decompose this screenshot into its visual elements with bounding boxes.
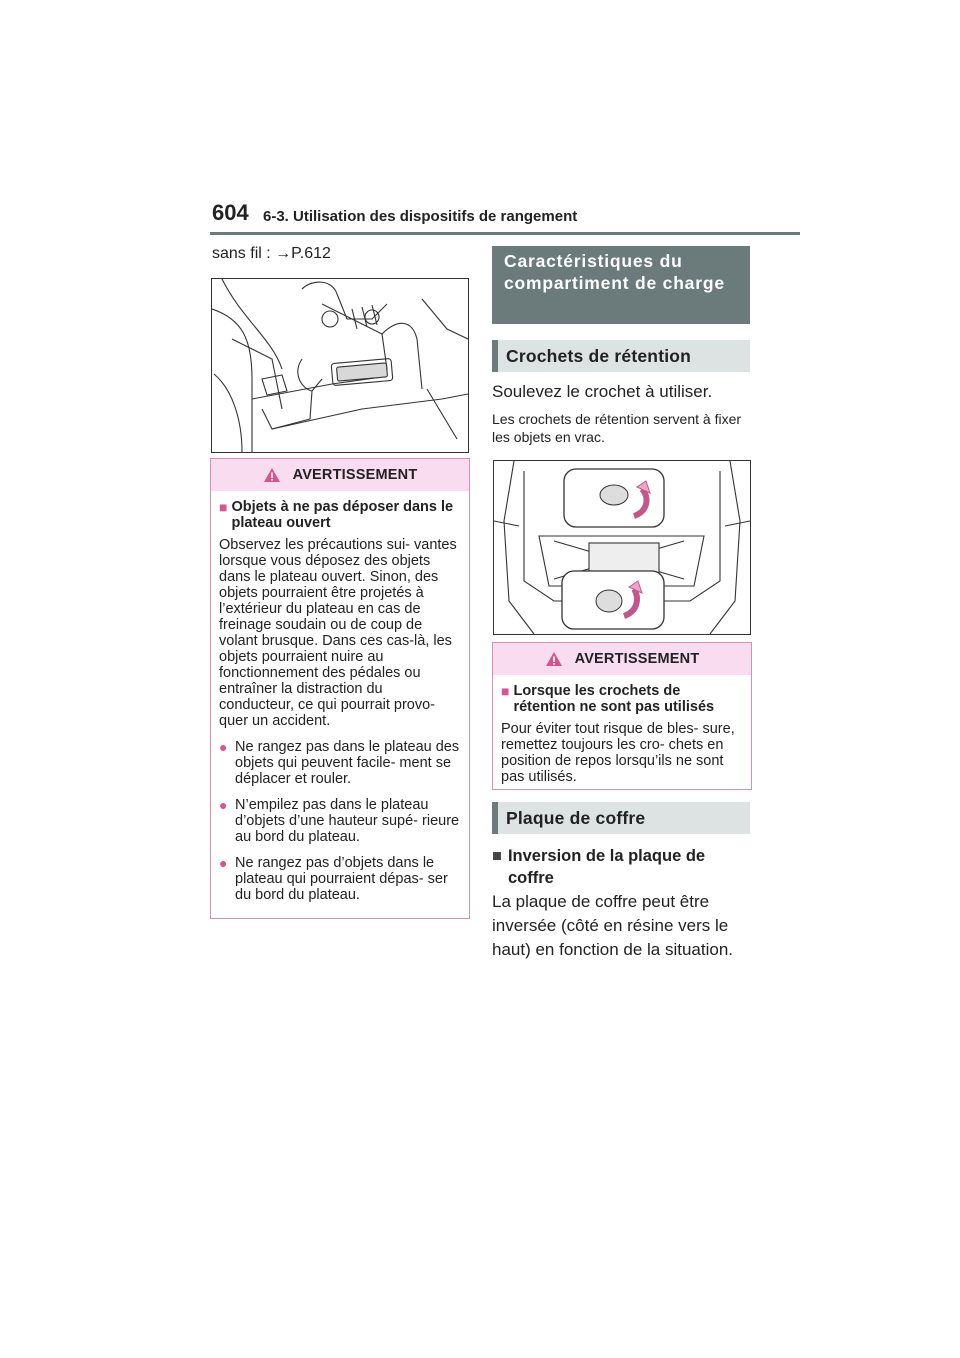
warning-item	[501, 683, 743, 715]
header-rule	[210, 232, 800, 235]
warning-bullet	[219, 855, 461, 903]
square-bullet-icon: ■	[219, 499, 228, 515]
bullet-text: N’empilez pas dans le plateau d’objets d’une hauteur supé- rieure au bord du plateau.	[235, 797, 460, 845]
warning-header	[211, 459, 469, 491]
trunk-plate-text: La plaque de coffre peut être inversée (côté en résine vers le haut) en fonction de la situation.	[492, 892, 733, 959]
warning-item-title: Objets à ne pas déposer dans le plateau ouvert	[231, 499, 454, 531]
warning-title: AVERTISSEMENT	[292, 467, 418, 483]
note-text: Les crochets de rétention servent à fixer les objets en vrac.	[492, 411, 742, 445]
warning-item-title: Lorsque les crochets de rétention ne sont pas utilisés	[513, 683, 715, 715]
warning-body	[493, 675, 751, 793]
cargo-hooks-drawing	[494, 461, 750, 634]
instruction-text: Soulevez le crochet à utiliser.	[492, 382, 713, 401]
procedure-heading	[492, 845, 750, 889]
section-title: Caractéristiques du compartiment de charge	[492, 246, 750, 324]
procedure-heading-text: Inversion de la plaque de coffre	[507, 847, 706, 887]
chapter-title: 6-3. Utilisation des dispositifs de rangement	[263, 208, 578, 225]
warning-bullet	[219, 797, 461, 845]
warning-paragraph: Observez les précautions sui- vantes lorsque vous déposez des objets dans le plateau ouvert. Sinon, des objets pourraient être projetés à l’extérieur du plateau en cas de freinage soudain ou de coup de volant brusque. Dans ces cas-là, les objets pourraient nuire au fonctionnement des pédales ou entraîner la distraction du conducteur, ce qui pourrait provo- quer un accident.	[219, 537, 457, 729]
warning-paragraph: Pour éviter tout risque de bles- sure, remettez toujours les cro- chets en position de repos lorsqu’ils ne sont pas utilisés.	[501, 721, 735, 785]
console-tray-drawing	[212, 279, 468, 452]
bullet-text: Ne rangez pas dans le plateau des objets qui peuvent facile- ment se déplacer et rouler.	[235, 739, 460, 787]
warning-triangle-icon	[263, 467, 281, 483]
circle-bullet-icon: ●	[219, 797, 228, 813]
subsection-retention-hooks: Crochets de rétention	[492, 340, 750, 372]
warning-title: AVERTISSEMENT	[574, 651, 700, 667]
warning-box-tray	[210, 458, 470, 919]
warning-box-hooks	[492, 642, 752, 790]
warning-bullet	[219, 739, 461, 787]
circle-bullet-icon: ●	[219, 739, 228, 755]
bullet-text: Ne rangez pas d’objets dans le plateau qui pourraient dépas- ser du bord du plateau.	[235, 855, 448, 903]
warning-item	[219, 499, 461, 531]
circle-bullet-icon: ●	[219, 855, 228, 871]
page-number: 604	[212, 200, 249, 225]
console-tray-illustration	[211, 278, 469, 453]
subsection-trunk-plate: Plaque de coffre	[492, 802, 750, 834]
cargo-hooks-illustration	[493, 460, 751, 635]
square-bullet-icon: ■	[501, 683, 510, 699]
warning-body	[211, 491, 469, 921]
square-bullet-icon: ■	[492, 847, 502, 865]
warning-triangle-icon	[545, 651, 563, 667]
warning-header	[493, 643, 751, 675]
page-reference: sans fil : →P.612	[212, 245, 331, 262]
